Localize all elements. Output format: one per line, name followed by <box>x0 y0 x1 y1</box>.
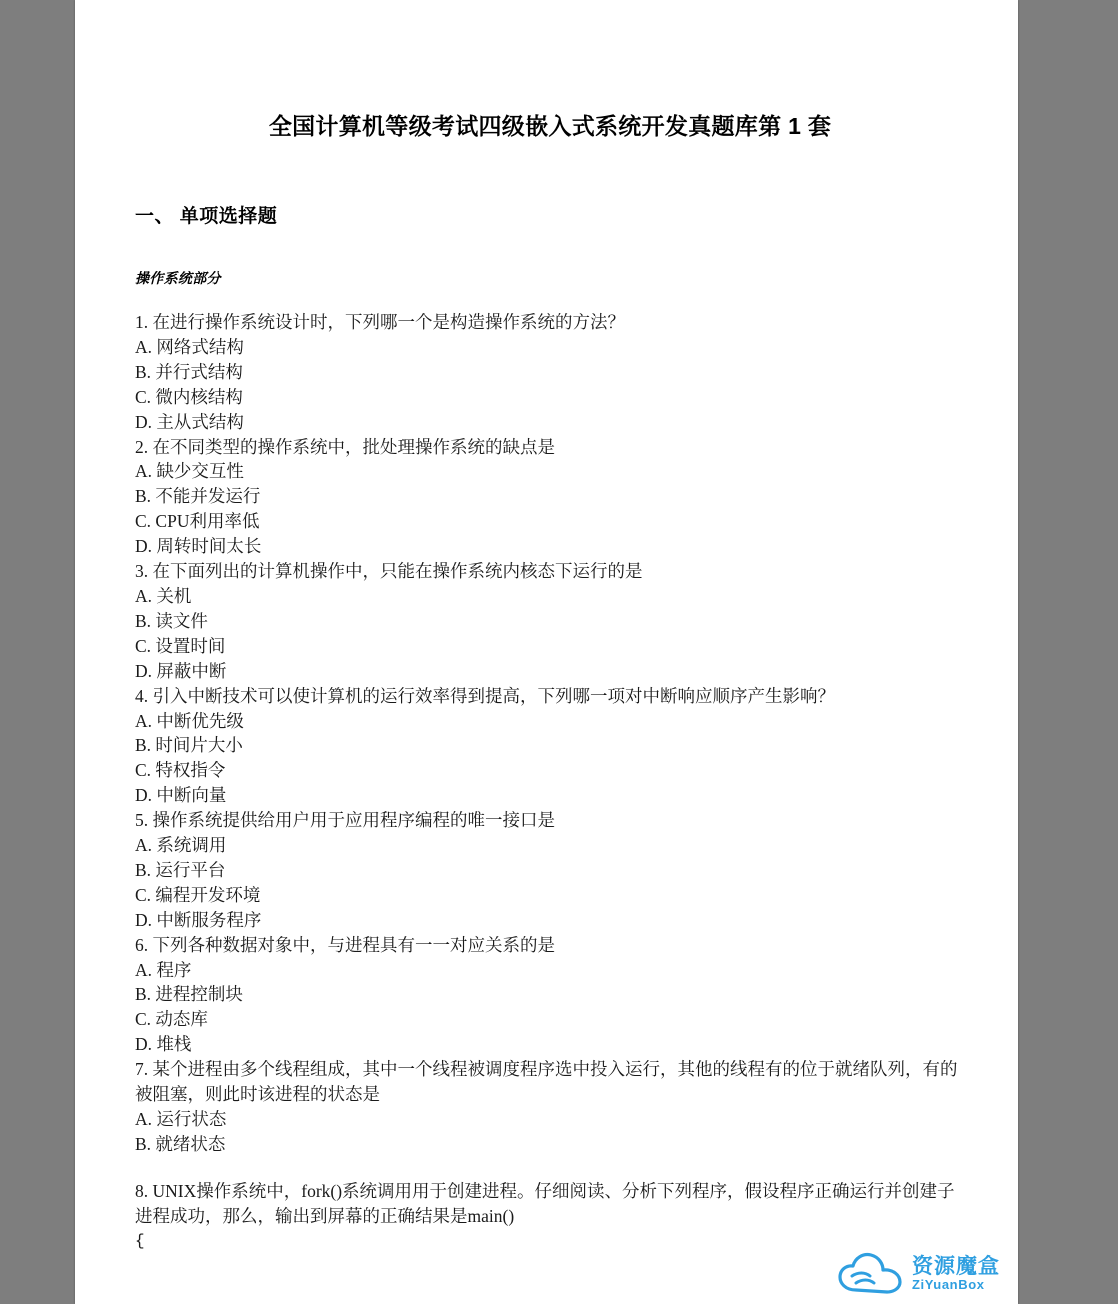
doc-line: A. 网络式结构 <box>135 336 244 357</box>
doc-line: B. 并行式结构 <box>135 361 243 382</box>
doc-line: C. 编程开发环境 <box>135 884 261 905</box>
page-title: 全国计算机等级考试四级嵌入式系统开发真题库第 1 套 <box>268 113 832 139</box>
doc-line: C. 特权指令 <box>135 760 226 781</box>
watermark-cn: 资源魔盒 <box>912 1255 1000 1279</box>
section-heading: 一、 单项选择题 <box>135 206 278 227</box>
watermark <box>838 1252 1000 1296</box>
doc-line: B. 运行平台 <box>135 859 226 880</box>
doc-line: D. 堆栈 <box>135 1034 192 1055</box>
doc-line: D. 屏蔽中断 <box>135 660 227 681</box>
doc-line: A. 程序 <box>135 959 192 980</box>
doc-line: 3. 在下面列出的计算机操作中，只能在操作系统内核态下运行的是 <box>135 561 643 582</box>
doc-line: 1. 在进行操作系统设计时，下列哪一个是构造操作系统的方法？ <box>135 312 625 332</box>
doc-line: D. 周转时间太长 <box>135 536 262 557</box>
doc-line: D. 主从式结构 <box>135 411 244 432</box>
doc-line: 6. 下列各种数据对象中，与进程具有一一对应关系的是 <box>135 934 555 955</box>
doc-line: C. 设置时间 <box>135 635 226 656</box>
doc-line: 7. 某个进程由多个线程组成，其中一个线程被调度程序选中投入运行，其他的线程有的位于就绪队列，有的被阻塞，则此时该进程的状态是 <box>135 1059 958 1105</box>
doc-line: C. 微内核结构 <box>135 386 243 407</box>
doc-line: B. 进程控制块 <box>135 984 243 1005</box>
doc-line: D. 中断服务程序 <box>135 909 262 930</box>
doc-line: B. 读文件 <box>135 610 208 631</box>
doc-line: A. 缺少交互性 <box>135 461 244 482</box>
cloud-icon <box>838 1252 904 1296</box>
question-list <box>135 310 965 1157</box>
doc-line: A. 关机 <box>135 585 192 606</box>
doc-line: D. 中断向量 <box>135 785 227 806</box>
doc-line: B. 时间片大小 <box>135 735 243 756</box>
doc-line: B. 就绪状态 <box>135 1133 226 1154</box>
sub-heading: 操作系统部分 <box>135 272 221 287</box>
doc-line: 8. UNIX操作系统中，fork()系统调用用于创建进程。仔细阅读、分析下列程序，假设程序正确运行并创建子进程成功，那么，输出到屏幕的正确结果是main() <box>135 1180 955 1226</box>
document-content <box>135 0 965 1254</box>
question-list-tail <box>135 1179 965 1254</box>
doc-line: A. 中断优先级 <box>135 710 244 731</box>
watermark-en: ZiYuanBox <box>912 1277 985 1293</box>
doc-line: B. 不能并发运行 <box>135 486 261 507</box>
doc-line-code: { <box>135 1231 145 1250</box>
doc-line: 2. 在不同类型的操作系统中，批处理操作系统的缺点是 <box>135 436 555 457</box>
doc-line: C. 动态库 <box>135 1009 208 1030</box>
paper-sheet <box>75 0 1018 1304</box>
watermark-text <box>912 1256 1000 1292</box>
doc-line: A. 系统调用 <box>135 835 227 856</box>
doc-line: 5. 操作系统提供给用户用于应用程序编程的唯一接口是 <box>135 810 555 831</box>
doc-line: 4. 引入中断技术可以使计算机的运行效率得到提高，下列哪一项对中断响应顺序产生影响？ <box>135 685 835 706</box>
doc-line: A. 运行状态 <box>135 1109 227 1129</box>
doc-line: C. CPU利用率低 <box>135 511 260 532</box>
